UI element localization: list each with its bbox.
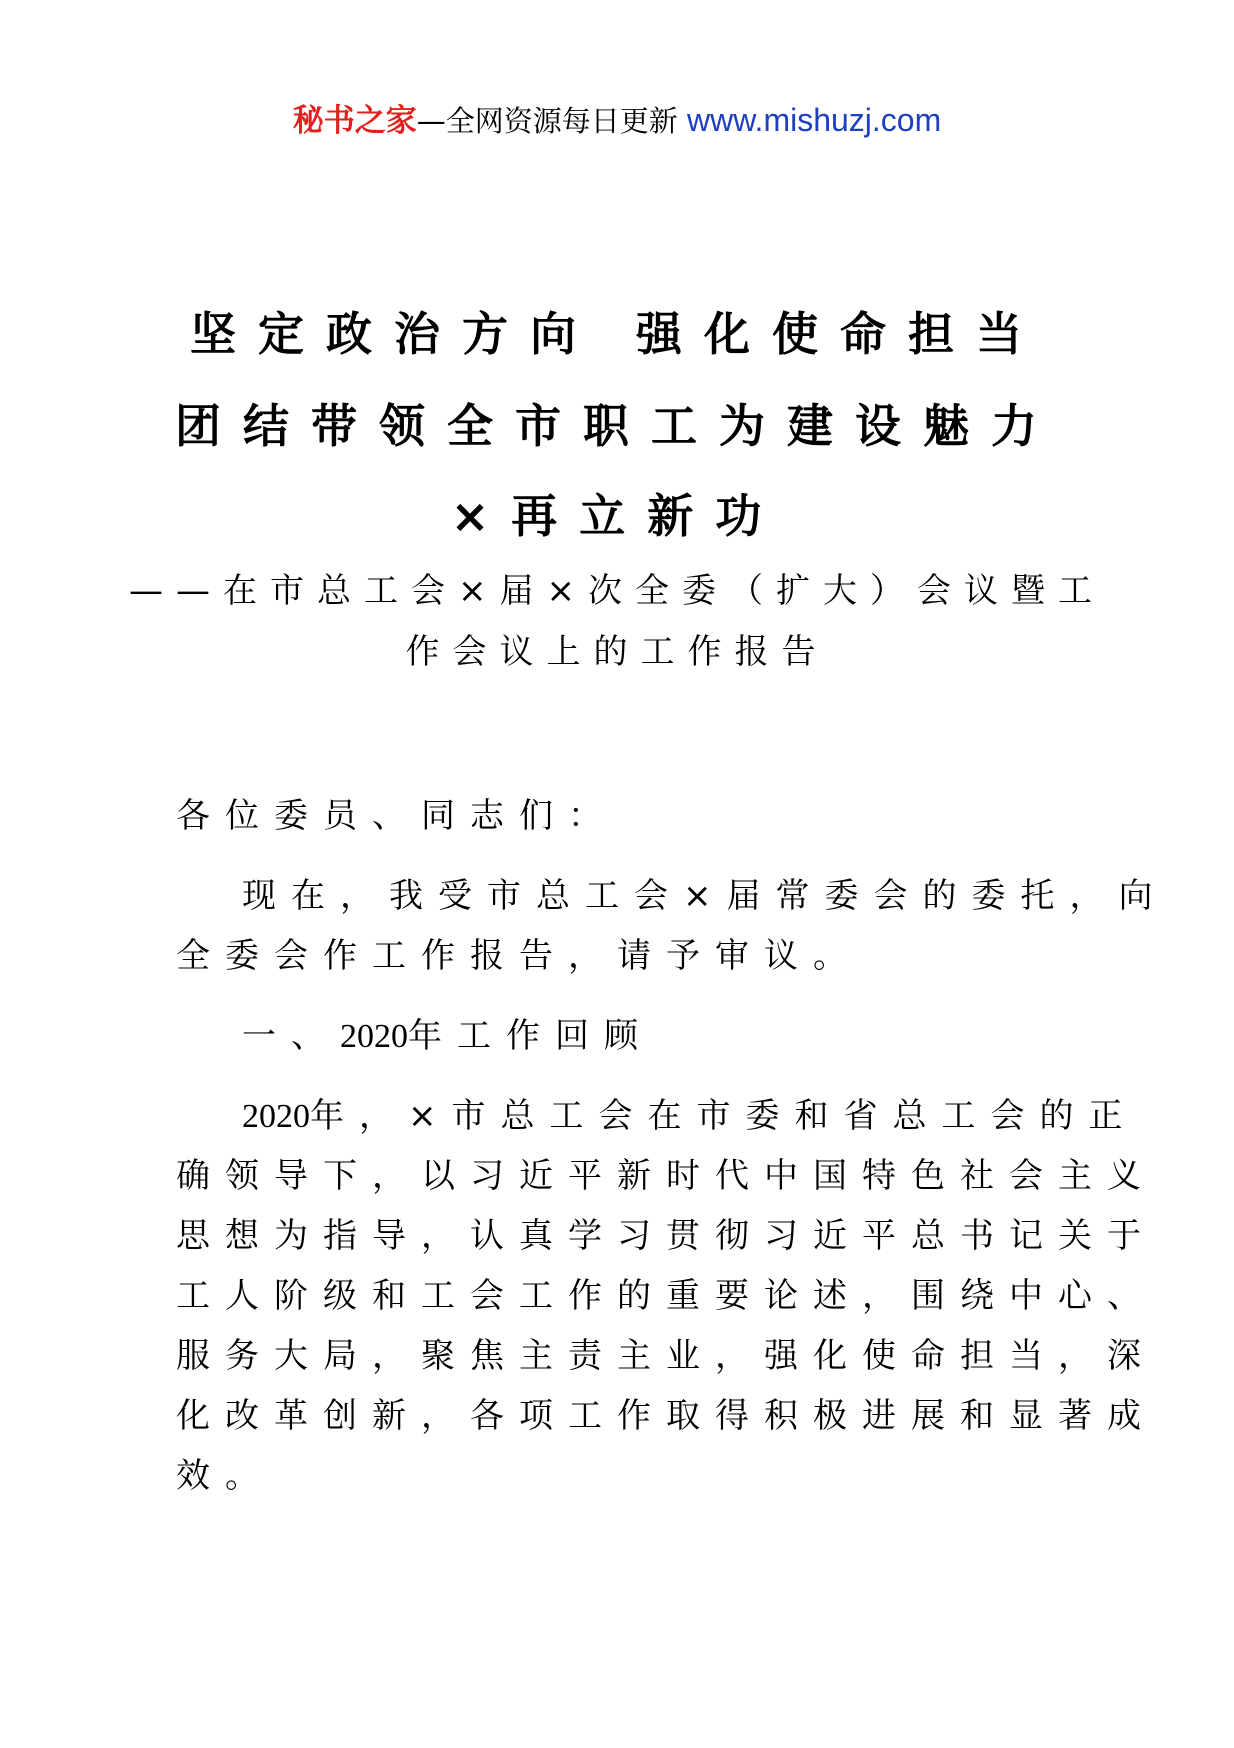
site-url-link[interactable]: www.mishuzj.com — [686, 102, 942, 138]
subtitle-line-2: 作会议上的工作报告 — [405, 632, 829, 672]
brand-name: 秘书之家 — [292, 103, 417, 139]
title-line-1: 坚定政治方向 强化使命担当 — [189, 307, 1044, 361]
section-heading-prefix: 一、 — [242, 1016, 340, 1056]
section-heading-title: 年工作回顾 — [408, 1016, 653, 1056]
salutation: 各位委员、同志们： — [176, 796, 617, 836]
paragraph-line-7: 效。 — [176, 1456, 274, 1496]
site-header — [0, 100, 1234, 141]
title-line-3: ×再立新功 — [450, 489, 784, 543]
title-line-2: 团结带领全市职工为建设魅力 — [175, 399, 1059, 453]
header-tagline: —全网资源每日更新 — [416, 104, 678, 138]
paragraph-line-3: 思想为指导，认真学习贯彻习近平总书记关于 — [176, 1216, 1156, 1256]
paragraph-line-6: 化改革创新，各项工作取得积极进展和显著成 — [176, 1396, 1156, 1436]
intro-line-1: 现在，我受市总工会×届常委会的委托，向 — [242, 876, 1168, 916]
subtitle-line-1: ——在市总工会×届×次全委（扩大）会议暨工 — [129, 571, 1105, 611]
paragraph-line-2: 确领导下，以习近平新时代中国特色社会主义 — [176, 1156, 1156, 1196]
paragraph-line-4: 工人阶级和工会工作的重要论述，围绕中心、 — [176, 1276, 1156, 1316]
section-heading-year: 2020 — [340, 1018, 408, 1055]
paragraph-year: 2020 — [242, 1098, 310, 1135]
paragraph-line-5: 服务大局，聚焦主责主业，强化使命担当，深 — [176, 1336, 1156, 1376]
paragraph-line-1-text: 年，×市总工会在市委和省总工会的正 — [310, 1096, 1138, 1136]
paragraph-line-1 — [242, 1086, 1142, 1147]
intro-line-2: 全委会作工作报告，请予审议。 — [176, 936, 862, 976]
section-heading-1 — [242, 1006, 1142, 1067]
